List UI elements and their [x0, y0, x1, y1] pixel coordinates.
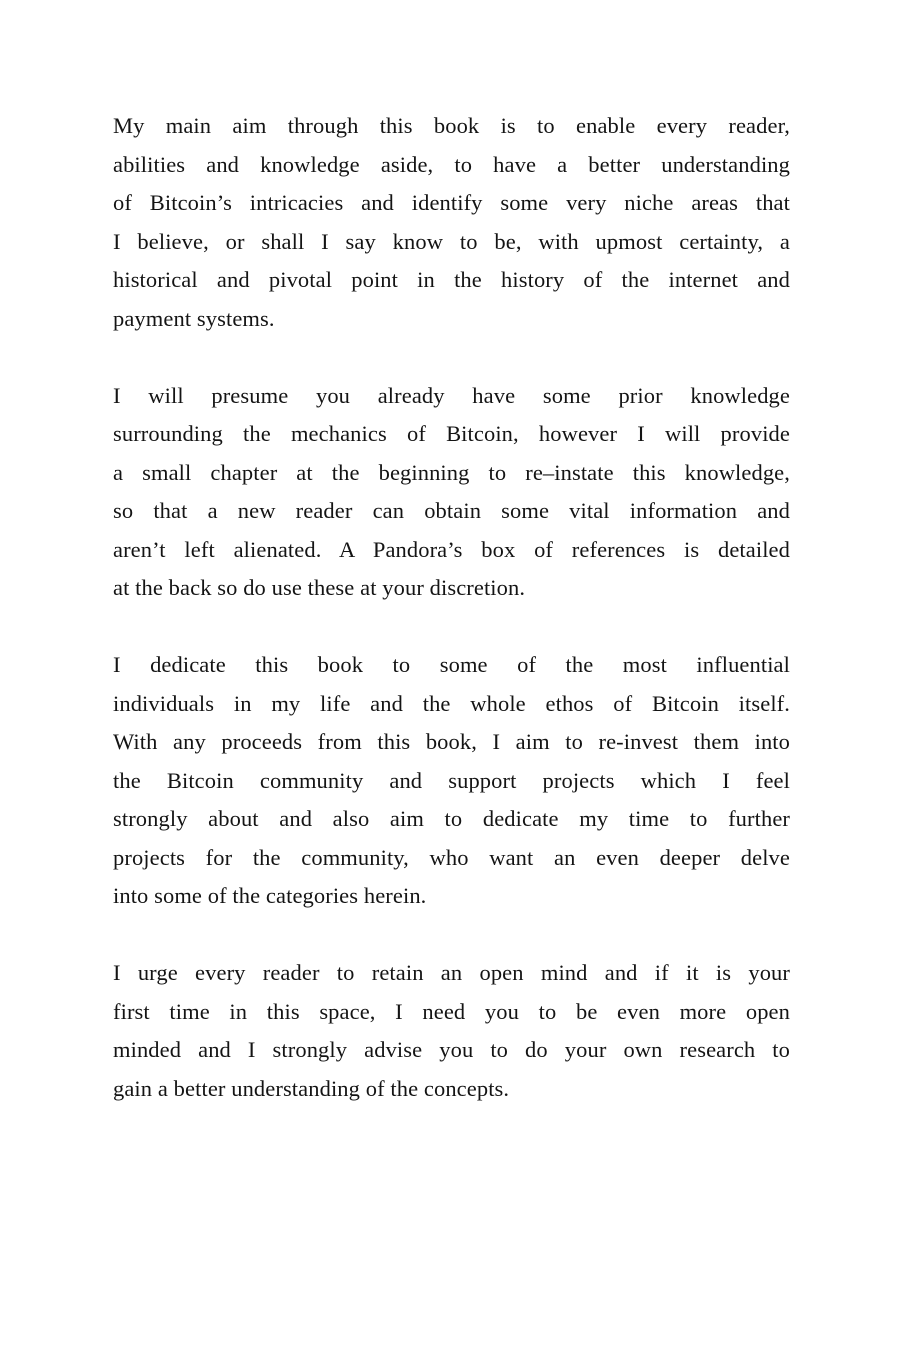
paragraph-line: I believe, or shall I say know to be, with upmost certainty, a: [113, 228, 790, 254]
paragraph: [113, 377, 790, 608]
paragraph-line: I urge every reader to retain an open mind and if it is your: [113, 960, 790, 985]
paragraph-line: first time in this space, I need you to be even more open: [113, 998, 790, 1024]
paragraph-line: the Bitcoin community and support projects which I feel: [113, 767, 790, 793]
paragraph-line: of Bitcoin’s intricacies and identify some very niche areas that: [113, 190, 790, 215]
paragraph-line: minded and I strongly advise you to do your own research to: [113, 1037, 790, 1062]
paragraph-line: so that a new reader can obtain some vital information and: [113, 498, 790, 523]
paragraph: [113, 107, 790, 338]
page-text-block: [113, 107, 790, 1108]
paragraph-line: payment systems.: [113, 305, 275, 331]
paragraph-line: a small chapter at the beginning to re–instate this knowledge,: [113, 459, 790, 485]
paragraph-line: at the back so do use these at your discretion.: [113, 575, 526, 600]
paragraph-line: individuals in my life and the whole ethos of Bitcoin itself.: [113, 690, 790, 716]
paragraph-line: My main aim through this book is to enable every reader,: [113, 113, 790, 138]
paragraph-line: With any proceeds from this book, I aim to re-invest them into: [113, 729, 790, 754]
paragraph-line: abilities and knowledge aside, to have a better understanding: [113, 151, 790, 177]
paragraph-line: strongly about and also aim to dedicate my time to further: [113, 806, 790, 831]
paragraph-line: I dedicate this book to some of the most influential: [113, 652, 790, 677]
paragraph: [113, 954, 790, 1108]
paragraph-line: surrounding the mechanics of Bitcoin, however I will provide: [113, 421, 790, 446]
paragraph-line: aren’t left alienated. A Pandora’s box of references is detailed: [113, 536, 790, 562]
paragraph-line: I will presume you already have some prior knowledge: [113, 382, 790, 408]
paragraph-line: historical and pivotal point in the history of the internet and: [113, 267, 790, 292]
paragraph-line: gain a better understanding of the concepts.: [113, 1075, 510, 1101]
paragraph-line: into some of the categories herein.: [113, 883, 427, 908]
paragraph: [113, 646, 790, 916]
paragraph-line: projects for the community, who want an even deeper delve: [113, 844, 790, 870]
